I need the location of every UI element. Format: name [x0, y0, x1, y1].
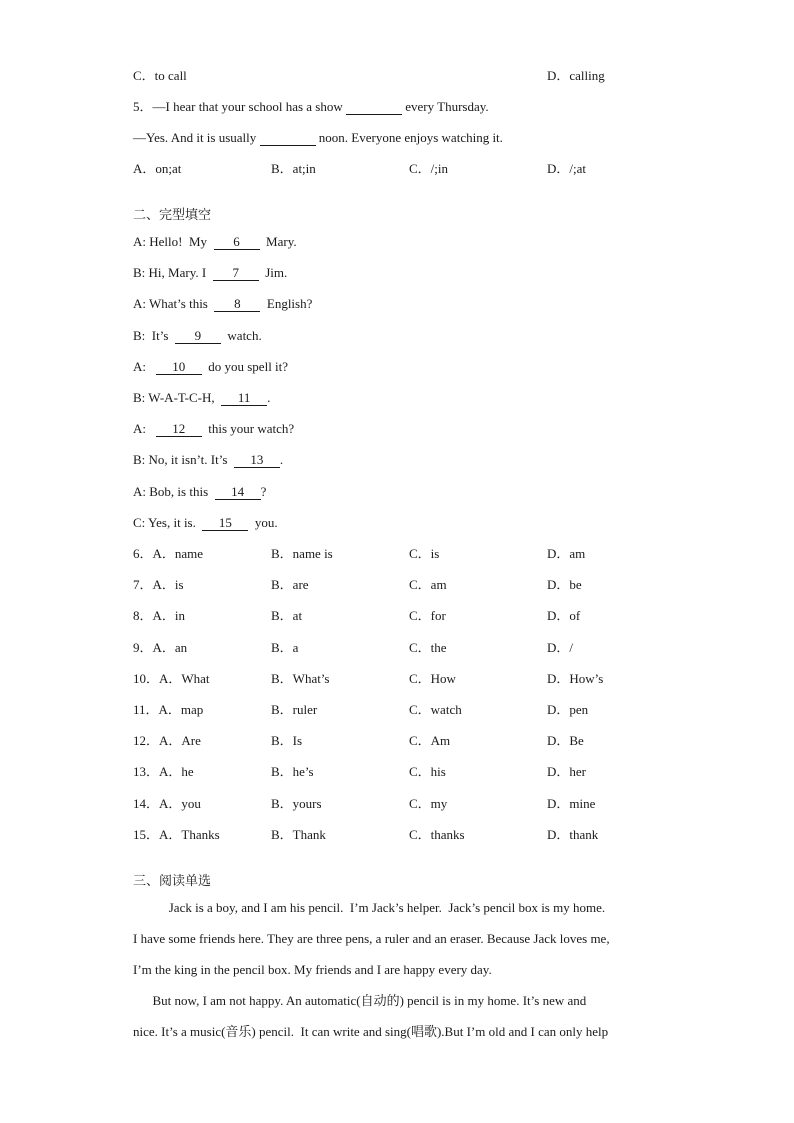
passage-line: I have some friends here. They are three pens, a ruler and an eraser. Because Jack loves me,	[133, 931, 610, 946]
dialogue-blank-number: 14	[215, 485, 261, 500]
dialogue-blank-number: 6	[214, 235, 260, 250]
question-option: C．thanks	[409, 827, 465, 842]
q5-blank-2	[260, 131, 316, 146]
section2-heading: 二、完型填空	[133, 208, 212, 223]
dialogue-line: B: Hi, Mary. I 7 Jim.	[133, 265, 288, 280]
passage-line: But now, I am not happy. An automatic(自动的) pencil is in my home. It’s new and	[133, 993, 587, 1008]
question-option: B．yours	[271, 796, 322, 811]
section3-heading: 三、阅读单选	[133, 874, 212, 889]
q5-option-b: B．at;in	[271, 161, 316, 176]
dialogue-blank-number: 7	[213, 266, 259, 281]
passage-line: nice. It’s a music(音乐) pencil. It can write and sing(唱歌).But I’m old and I can only help	[133, 1024, 609, 1039]
question-option: C．my	[409, 796, 448, 811]
question-option: 9．A．an	[133, 640, 188, 655]
question-option: B．What’s	[271, 671, 330, 686]
dialogue-blank-number: 12	[156, 422, 202, 437]
question-option: D．of	[547, 608, 581, 623]
dialogue-line: A: Hello! My 6 Mary.	[133, 234, 297, 249]
dialogue-blank-number: 10	[156, 360, 202, 375]
question-option: 12．A．Are	[133, 733, 201, 748]
dialogue-line: B: It’s 9 watch.	[133, 328, 262, 343]
dialogue-line: A: What’s this 8 English?	[133, 296, 313, 311]
question-option: C．watch	[409, 702, 462, 717]
question-option: D．Be	[547, 733, 584, 748]
q5-line-2: —Yes. And it is usually noon. Everyone enjoys watching it.	[133, 130, 503, 145]
dialogue-blank-number: 11	[221, 391, 267, 406]
dialogue-blank-number: 8	[214, 297, 260, 312]
dialogue-line: B: W-A-T-C-H, 11 .	[133, 390, 271, 405]
question-option: D．mine	[547, 796, 596, 811]
question-option: D．her	[547, 764, 586, 779]
question-option: 8．A．in	[133, 608, 186, 623]
q5-line-1: 5．—I hear that your school has a show every Thursday.	[133, 99, 489, 114]
passage-line: I’m the king in the pencil box. My friends and I are happy every day.	[133, 962, 492, 977]
question-option: D．How’s	[547, 671, 604, 686]
question-option: B．at	[271, 608, 303, 623]
question-option: 10．A．What	[133, 671, 210, 686]
question-option: 15．A．Thanks	[133, 827, 220, 842]
question-option: B．Thank	[271, 827, 326, 842]
question-option: D．/	[547, 640, 574, 655]
dialogue-line: C: Yes, it is. 15 you.	[133, 515, 278, 530]
question-option: 13．A．he	[133, 764, 194, 779]
question-option: D．am	[547, 546, 586, 561]
question-option: B．Is	[271, 733, 303, 748]
question-option: B．are	[271, 577, 309, 592]
dialogue-line: B: No, it isn’t. It’s 13 .	[133, 452, 284, 467]
question-option: 7．A．is	[133, 577, 184, 592]
question-option: C．the	[409, 640, 447, 655]
dialogue-line: A: 10 do you spell it?	[133, 359, 289, 374]
question-option: 14．A．you	[133, 796, 201, 811]
question-option: C．How	[409, 671, 456, 686]
question-option: D．pen	[547, 702, 589, 717]
dialogue-blank-number: 15	[202, 516, 248, 531]
question-option: D．be	[547, 577, 582, 592]
question-option: B．he’s	[271, 764, 314, 779]
dialogue-line: A: 12 this your watch?	[133, 421, 295, 436]
question-option: B．name is	[271, 546, 333, 561]
dialogue-line: A: Bob, is this 14 ?	[133, 484, 267, 499]
question-option: B．a	[271, 640, 299, 655]
q5-option-d: D．/;at	[547, 161, 586, 176]
question-option: C．Am	[409, 733, 451, 748]
question-option: 11．A．map	[133, 702, 204, 717]
question-option: C．for	[409, 608, 446, 623]
q5-option-a: A．on;at	[133, 161, 182, 176]
question-option: 6．A．name	[133, 546, 204, 561]
question-option: B．ruler	[271, 702, 318, 717]
q5-option-c: C．/;in	[409, 161, 449, 176]
question-option: C．am	[409, 577, 447, 592]
q5-blank-1	[346, 100, 402, 115]
dialogue-blank-number: 9	[175, 329, 221, 344]
q4-option-c: C．to call	[133, 68, 187, 83]
question-option: C．is	[409, 546, 440, 561]
question-option: C．his	[409, 764, 446, 779]
q4-option-d: D．calling	[547, 68, 605, 83]
dialogue-blank-number: 13	[234, 453, 280, 468]
question-option: D．thank	[547, 827, 599, 842]
passage-line: Jack is a boy, and I am his pencil. I’m Jack’s helper. Jack’s pencil box is my home.	[133, 900, 606, 915]
